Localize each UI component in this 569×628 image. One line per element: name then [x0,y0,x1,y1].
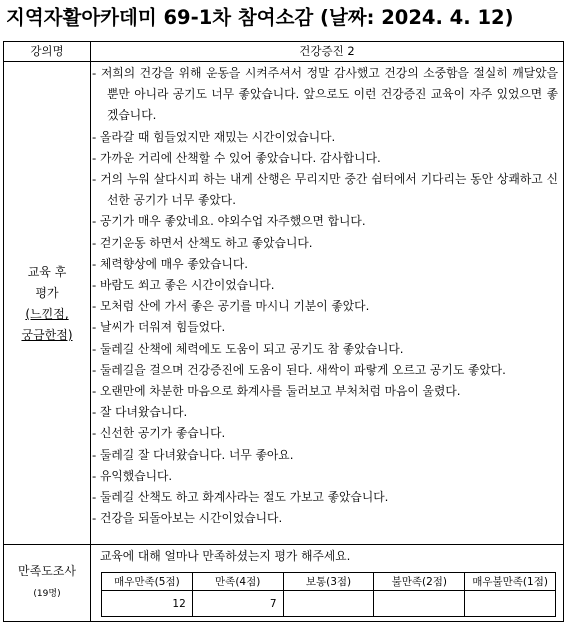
rating-count: 7 [192,591,283,617]
satisfaction-value-row [102,591,556,617]
survey-table [3,41,564,622]
comment-item: - 공기가 매우 좋았네요. 야외수업 자주했으면 합니다. [92,211,558,232]
comment-item: - 둘레길 산책에 체력에도 도움이 되고 공기도 참 좋았습니다. [92,339,558,360]
comment-item: - 거의 누워 살다시피 하는 내게 산행은 무리지만 중간 쉼터에서 기다리는 동안 상쾌하고 신선한 공기가 너무 좋았다. [92,169,558,211]
comment-item: - 올라갈 때 힘들었지만 재밌는 시간이었습니다. [92,127,558,148]
comment-item: - 체력향상에 매우 좋았습니다. [92,254,558,275]
course-label: 강의명 [30,44,64,58]
comment-item: - 오랜만에 차분한 마음으로 화계사를 둘러보고 부처처럼 마음이 울렸다. [92,381,558,402]
rating-column-header: 만족(4점) [192,573,283,591]
evaluation-label [4,262,90,346]
comment-item: - 유익했습니다. [92,466,558,487]
evaluation-label-line: (느낀점, [25,307,69,321]
comment-item: - 둘레길 잘 다녀왔습니다. 너무 좋아요. [92,445,558,466]
evaluation-label-line: 평가 [35,286,59,300]
rating-count [374,591,465,617]
comment-item: - 신선한 공기가 좋습니다. [92,423,558,444]
column-divider [90,42,91,621]
comment-item: - 둘레길을 걸으며 건강증진에 도움이 된다. 새싹이 파랗게 오르고 공기도 좋았다. [92,360,558,381]
rating-count [283,591,374,617]
comment-item: - 모처럼 산에 가서 좋은 공기를 마시니 기분이 좋았다. [92,296,558,317]
evaluation-label-line: 궁금한점) [21,328,73,342]
satisfaction-title: 만족도조사 [18,564,76,578]
rating-column-header: 매우불만족(1점) [465,573,556,591]
respondent-count: (19명) [33,589,61,599]
comment-item: - 저희의 건강을 위해 운동을 시켜주셔서 정말 감사했고 건강의 소중함을 절실히 깨달았을 뿐만 아니라 공기도 너무 좋았습니다. 앞으로도 이런 건강증진 교육이 자주 있었으면 좋겠습니다. [92,63,558,127]
rating-column-header: 매우만족(5점) [102,573,193,591]
comment-item: - 날씨가 더워져 힘들었다. [92,317,558,338]
rating-column-header: 보통(3점) [283,573,374,591]
course-name: 건강증진 2 [299,44,355,58]
comment-item: - 걷기운동 하면서 산책도 하고 좋았습니다. [92,233,558,254]
rating-count [465,591,556,617]
comment-item: - 바람도 쐬고 좋은 시간이었습니다. [92,275,558,296]
satisfaction-question: 교육에 대해 얼마나 만족하셨는지 평가 해주세요. [100,549,351,563]
satisfaction-table [101,572,556,617]
comment-item: - 잘 다녀왔습니다. [92,402,558,423]
satisfaction-header-row [102,573,556,591]
evaluation-label-line: 교육 후 [27,265,67,279]
rating-column-header: 불만족(2점) [374,573,465,591]
comment-item: - 가까운 거리에 산책할 수 있어 좋았습니다. 감사합니다. [92,148,558,169]
section-divider [4,544,563,545]
header-divider [4,61,563,62]
rating-count: 12 [102,591,193,617]
comment-item: - 건강을 되돌아보는 시간이었습니다. [92,508,558,529]
comment-item: - 둘레길 산책도 하고 화계사라는 절도 가보고 좋았습니다. [92,487,558,508]
comment-list [92,63,558,529]
satisfaction-label [4,562,90,602]
page-title: 지역자활아카데미 69-1차 참여소감 (날짜: 2024. 4. 12) [6,6,514,29]
